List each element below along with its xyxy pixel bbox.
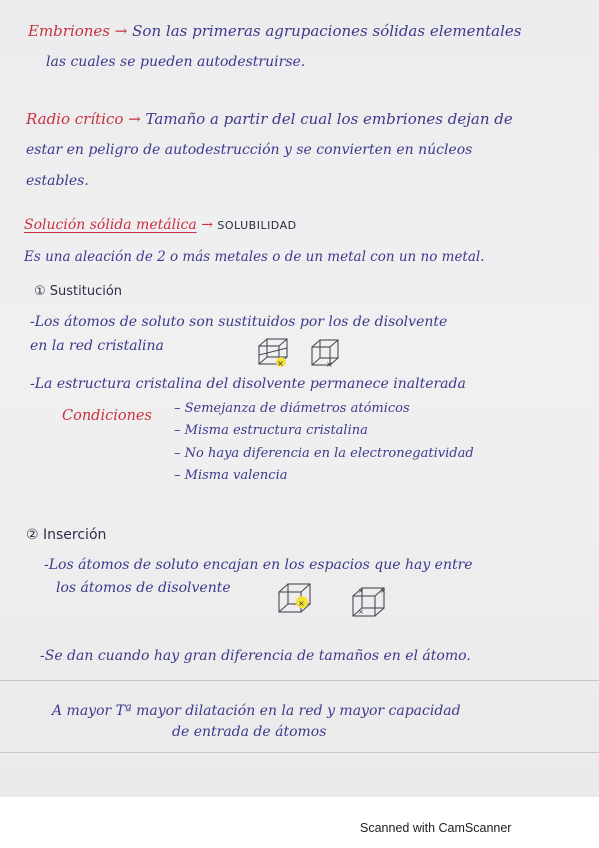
embriones-entry xyxy=(28,22,522,40)
embriones-term: Embriones xyxy=(28,22,111,40)
solubilidad-tag: SOLUBILIDAD xyxy=(217,219,297,232)
arrow-icon: → xyxy=(201,217,213,233)
closing-line1: A mayor Tª mayor dilatación en la red y mayor capacidad xyxy=(52,703,461,719)
sustitucion-title: ① Sustitución xyxy=(34,284,123,299)
condition-item: – No haya diferencia en la electronegatividad xyxy=(174,446,474,461)
substitutional-lattice-icon xyxy=(255,336,293,370)
arrow-icon: → xyxy=(128,110,141,128)
scanner-watermark: Scanned with CamScanner xyxy=(360,821,512,835)
insercion-line2: los átomos de disolvente xyxy=(56,580,231,596)
interstitial-lattice-icon xyxy=(275,580,317,618)
radio-def-line2: estar en peligro de autodestrucción y se convierten en núcleos xyxy=(26,142,473,158)
sustitucion-line1: -Los átomos de soluto son sustituidos por los de disolvente xyxy=(30,314,448,330)
insercion-line1: -Los átomos de soluto encajan en los espacios que hay entre xyxy=(44,557,473,573)
svg-text:×: × xyxy=(358,587,364,595)
embriones-def-line1: Son las primeras agrupaciones sólidas elementales xyxy=(132,22,522,40)
condition-item: – Misma valencia xyxy=(174,468,288,483)
condition-item: – Misma estructura cristalina xyxy=(174,423,368,438)
solucion-heading: Solución sólida metálica xyxy=(24,217,197,233)
svg-text:×: × xyxy=(358,608,364,616)
sustitucion-line3: -La estructura cristalina del disolvente permanece inalterada xyxy=(30,376,466,392)
svg-text:×: × xyxy=(298,599,305,608)
radio-term: Radio crítico xyxy=(26,110,124,128)
insercion-title: ② Inserción xyxy=(26,527,107,543)
insercion-line3: -Se dan cuando hay gran diferencia de tamaños en el átomo. xyxy=(40,648,471,664)
svg-text:×: × xyxy=(326,360,333,369)
radio-entry xyxy=(26,110,513,128)
lattice-cube-icon xyxy=(309,336,343,370)
conditions-label: Condiciones xyxy=(62,408,152,424)
divider xyxy=(0,680,599,681)
lattice-cube-icon xyxy=(349,584,391,622)
sustitucion-line2: en la red cristalina xyxy=(30,338,164,354)
condition-item: – Semejanza de diámetros atómicos xyxy=(174,401,410,416)
closing-line2: de entrada de átomos xyxy=(172,724,327,740)
svg-text:×: × xyxy=(380,587,386,595)
divider xyxy=(0,752,599,753)
arrow-icon: → xyxy=(114,22,128,40)
embriones-def-line2: las cuales se pueden autodestruirse. xyxy=(46,54,306,70)
radio-def-line3: estables. xyxy=(26,173,89,189)
svg-text:×: × xyxy=(277,359,284,368)
solucion-definition: Es una aleación de 2 o más metales o de un metal con un no metal. xyxy=(24,249,485,265)
radio-def-line1: Tamaño a partir del cual los embriones dejan de xyxy=(145,110,513,128)
solucion-heading-row xyxy=(24,217,297,233)
